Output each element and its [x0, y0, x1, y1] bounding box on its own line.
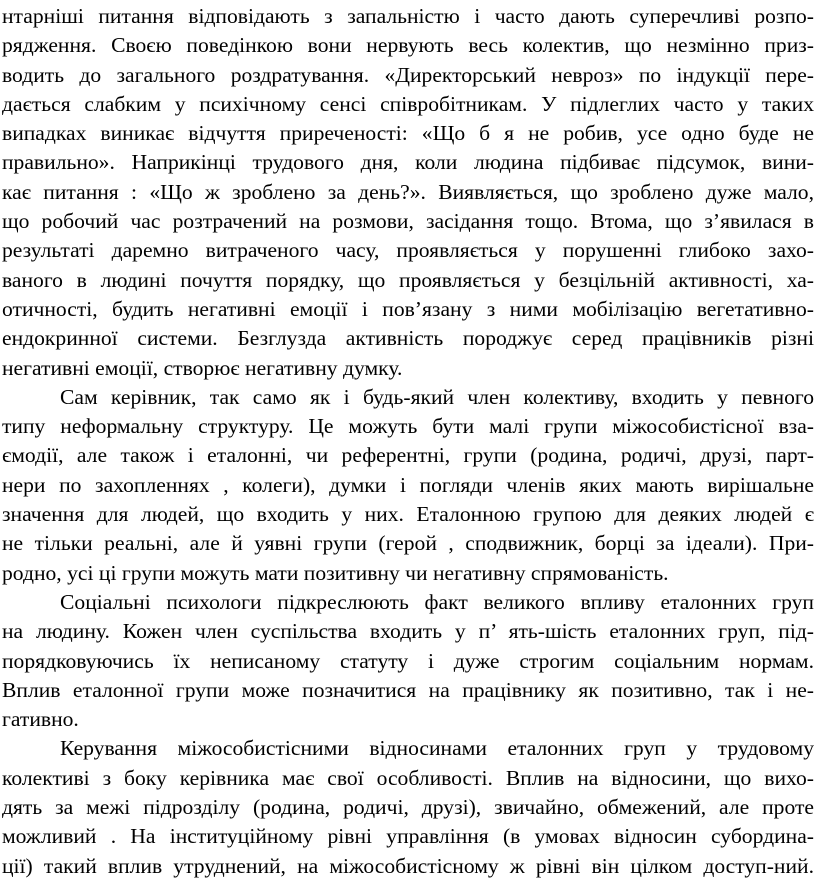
text-line: отичності, будить негативні емоції і пов’язану з ними мобілізацію вегетативно-: [2, 296, 814, 321]
paragraph-3: [0, 588, 816, 734]
text-line: на людину. Кожен член суспільства входить у п’ ять-шість еталонних груп, під-: [2, 619, 814, 644]
text-line: результаті даремно витраченого часу, проявляється у порушенні глибоко захо-: [2, 238, 814, 263]
text-line: ваного в людині почуття порядку, що проявляється у безцільній активності, ха-: [2, 267, 814, 292]
text-line: правильно». Наприкінці трудового дня, коли людина підбиває підсумок, вини-: [2, 150, 814, 175]
text-line: що робочий час розтрачений на розмови, засідання тощо. Втома, що з’явилася в: [2, 209, 814, 234]
text-line: рядження. Своєю поведінкою вони нервують весь колектив, що незмінно приз-: [2, 33, 814, 58]
text-line: Вплив еталонної групи може позначитися на працівнику як позитивно, так і не-: [2, 677, 814, 702]
text-line: кає питання : «Що ж зроблено за день?». Виявляється, що зроблено дуже мало,: [2, 179, 814, 204]
text-line: ємодії, але також і еталонні, чи референтні, групи (родина, родичі, друзі, парт-: [2, 443, 814, 468]
text-line: значення для людей, що входить у них. Еталонною групою для деяких людей є: [2, 502, 814, 527]
text-line: нери по захопленнях , колеги), думки і погляди членів яких мають вирішальне: [2, 472, 814, 497]
text-line: порядковуючись їх неписаному статуту і дуже строгим соціальним нормам.: [2, 648, 814, 673]
text-line: колективі з боку керівника має свої особливості. Вплив на відносини, що вихо-: [2, 765, 814, 790]
text-line: можливий . На інституційному рівні управління (в умовах відносин субордина-: [2, 824, 814, 849]
text-line: Керування міжособистісними відносинами еталонних груп у трудовому: [60, 736, 814, 761]
text-line: випадках виникає відчуття приреченості: «Що б я не робив, усе одно буде не: [2, 121, 814, 146]
text-line: Соціальні психологи підкреслюють факт великого впливу еталонних груп: [60, 589, 814, 614]
text-line: родно, усі ці групи можуть мати позитивну чи негативну спрямованість.: [2, 560, 669, 585]
text-line: ції) такий вплив утруднений, на міжособистісному ж рівні він цілком доступ-ний.: [2, 853, 814, 878]
text-line: негативні емоції, створює негативну думку.: [2, 355, 403, 380]
text-line: нтарніші питання відповідають з запальністю і часто дають суперечливі розпо-: [2, 4, 814, 28]
text-line: Сам керівник, так само як і будь-який член колективу, входить у певного: [60, 384, 814, 409]
paragraph-4: [0, 734, 816, 880]
paragraph-2: [0, 383, 816, 588]
text-line: ендокринної системи. Безглузда активність породжує серед працівників різні: [2, 326, 814, 351]
paragraph-1: [0, 2, 816, 383]
text-line: не тільки реальні, але й уявні групи (герой , сподвижник, борці за ідеали). При-: [2, 531, 814, 556]
text-line: дять за межі підрозділу (родина, родичі, друзі), звичайно, обмежений, але проте: [2, 795, 814, 820]
text-line: типу неформальну структуру. Це можуть бути малі групи міжособистісної вза-: [2, 414, 814, 439]
text-line: гативно.: [2, 707, 79, 732]
text-line: дається слабким у психічному сенсі співробітникам. У підлеглих часто у таких: [2, 91, 814, 116]
text-line: водить до загального роздратування. «Директорський невроз» по індукції пере-: [2, 62, 814, 87]
